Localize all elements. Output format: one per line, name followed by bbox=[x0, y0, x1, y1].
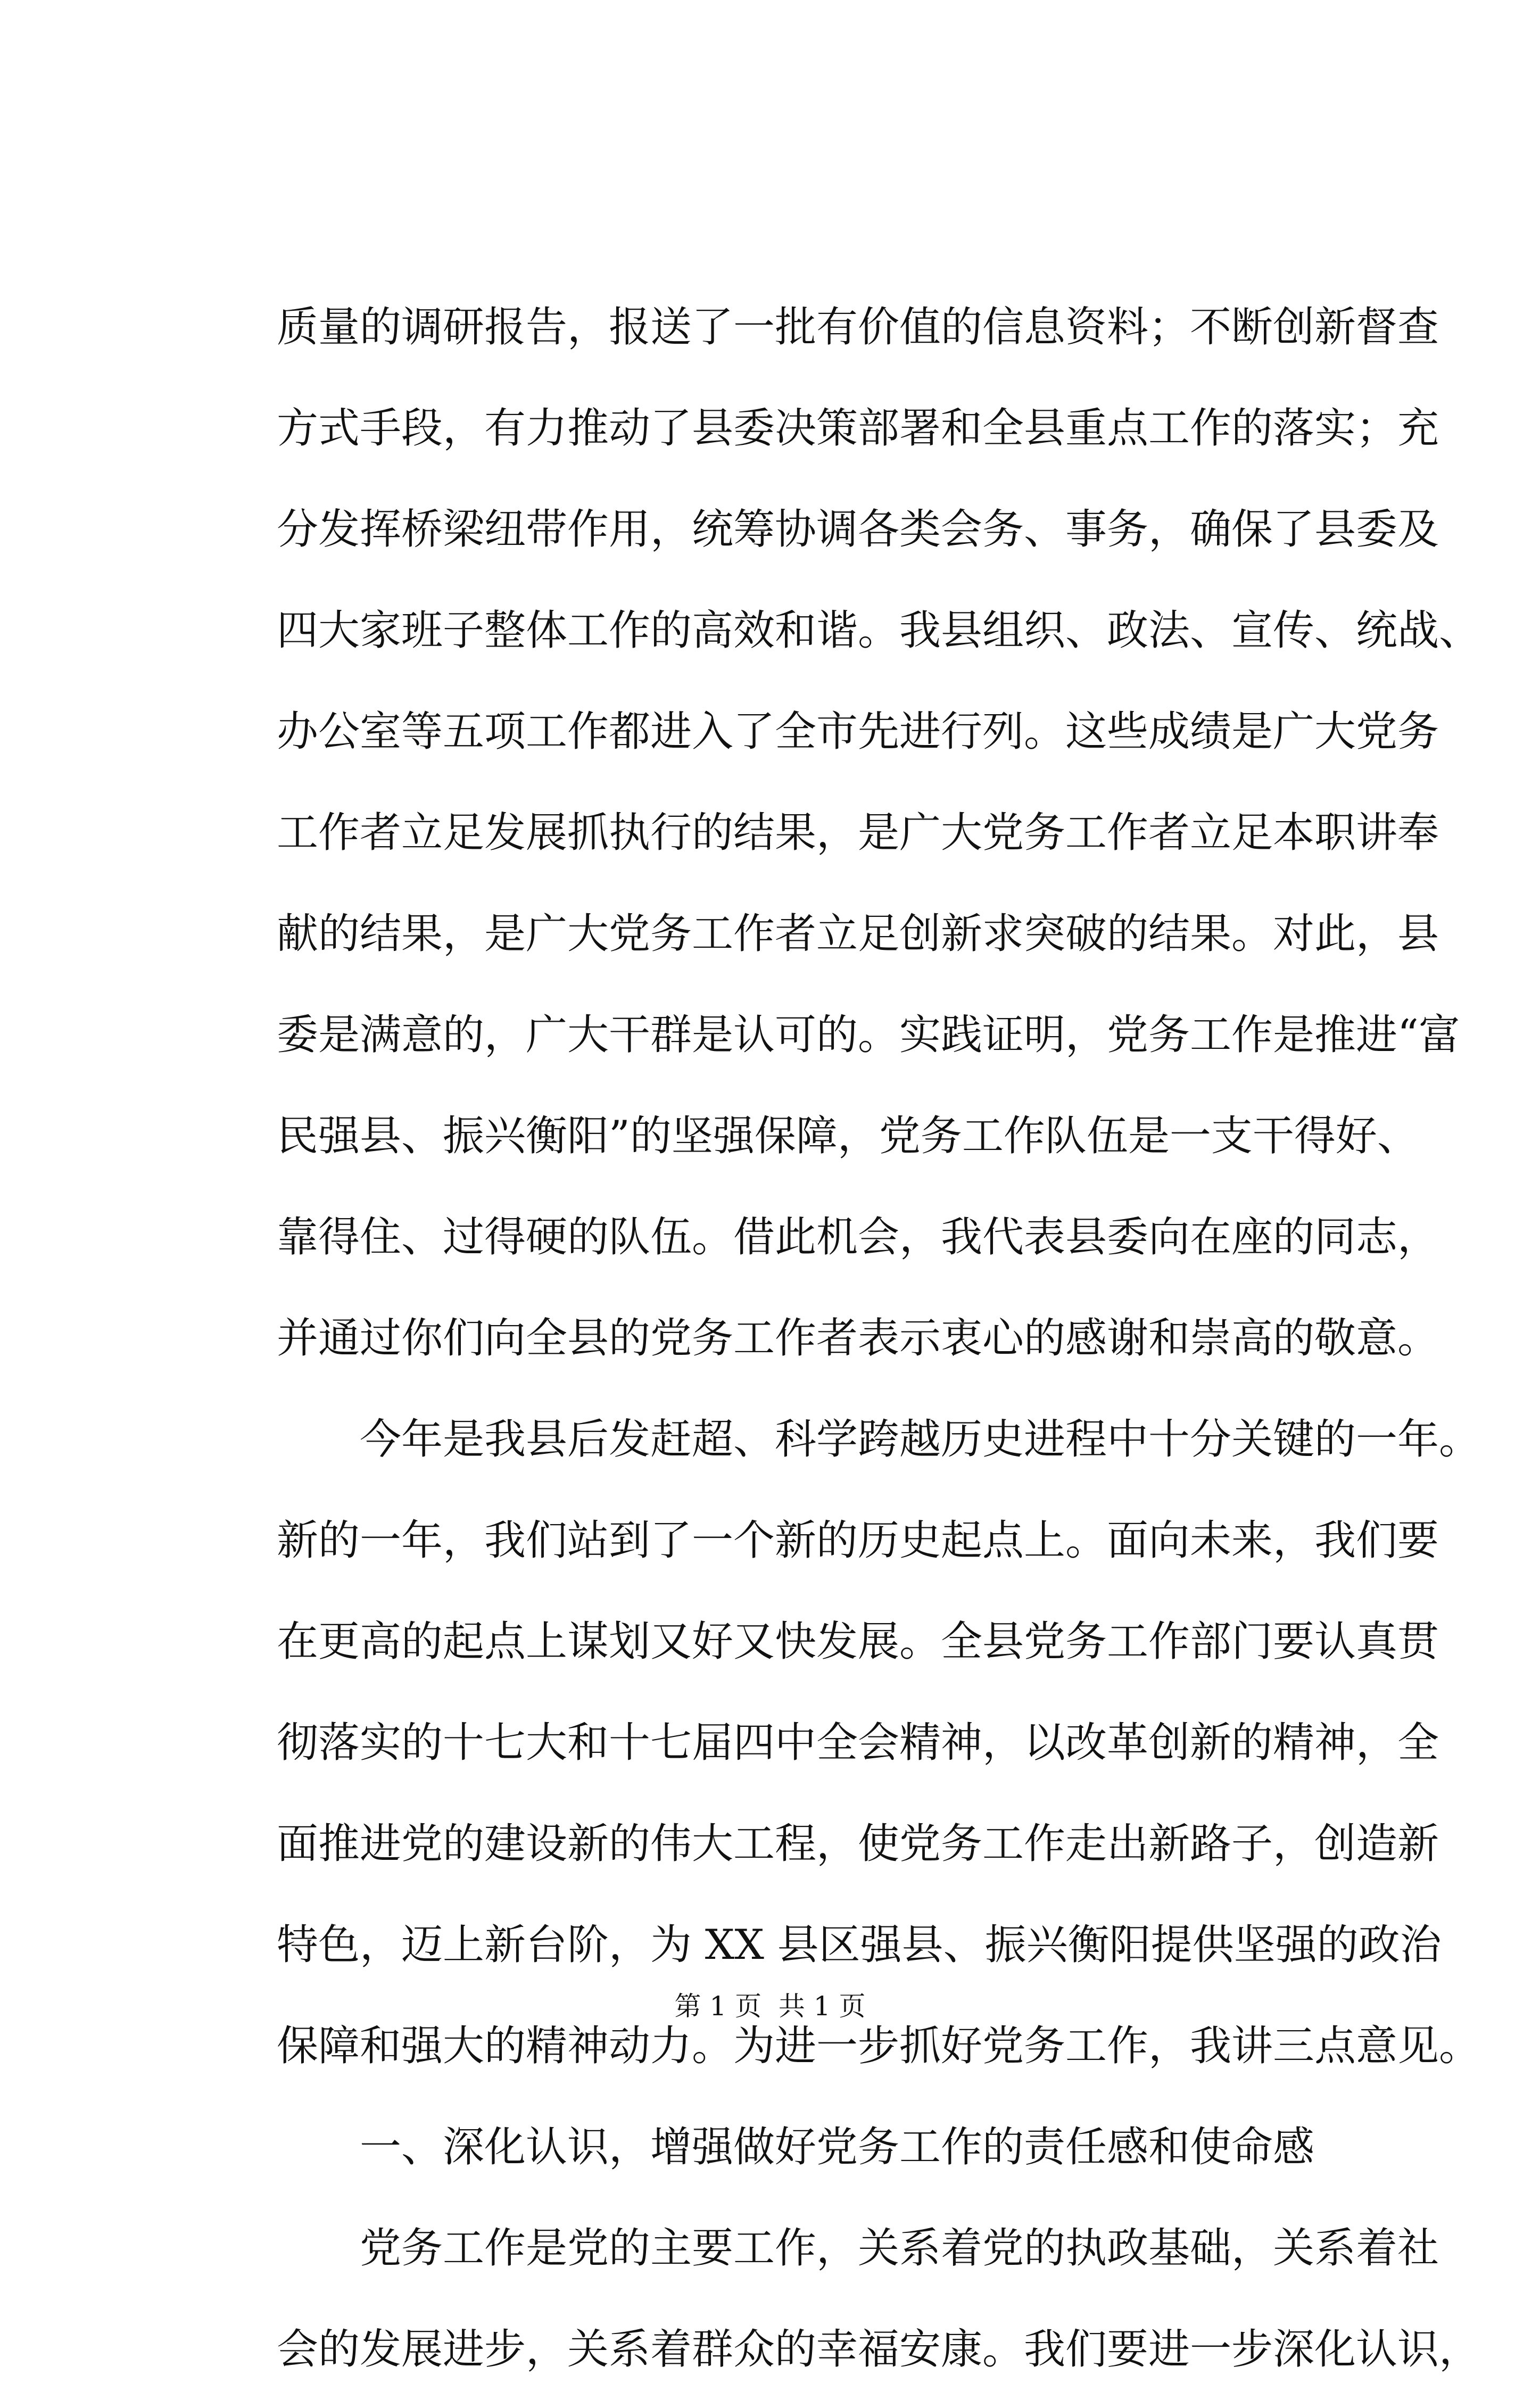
text-line-16: 面推进党的建设新的伟大工程，使党务工作走出新路子，创造新 bbox=[277, 1820, 1439, 1868]
text-line-11: 并通过你们向全县的党务工作者表示衷心的感谢和崇高的敬意。 bbox=[277, 1314, 1439, 1362]
text-line-18: 保障和强大的精神动力。为进一步抓好党务工作，我讲三点意见。 bbox=[277, 2022, 1481, 2070]
text-line-7: 献的结果，是广大党务工作者立足创新求突破的结果。对此，县 bbox=[277, 910, 1439, 958]
text-line-5: 办公室等五项工作都进入了全市先进行列。这些成绩是广大党务 bbox=[277, 708, 1439, 756]
text-line-2: 方式手段，有力推动了县委决策部署和全县重点工作的落实；充 bbox=[277, 404, 1439, 452]
text-line-9: 民强县、振兴衡阳”的坚强保障，党务工作队伍是一支干得好、 bbox=[277, 1112, 1419, 1160]
text-line-12: 今年是我县后发赶超、科学跨越历史进程中十分关键的一年。 bbox=[277, 1416, 1481, 1463]
text-line-10: 靠得住、过得硬的队伍。借此机会，我代表县委向在座的同志， bbox=[277, 1213, 1439, 1261]
text-line-14: 在更高的起点上谋划又好又快发展。全县党务工作部门要认真贯 bbox=[277, 1618, 1439, 1666]
text-line-17: 特色，迈上新台阶，为 XX 县区强县、振兴衡阳提供坚强的政治 bbox=[277, 1921, 1442, 1969]
text-line-21: 会的发展进步，关系着群众的幸福安康。我们要进一步深化认识， bbox=[277, 2325, 1481, 2373]
page-footer: 第 1 页 共 1 页 bbox=[674, 1991, 866, 2022]
text-line-8: 委是满意的，广大干群是认可的。实践证明，党务工作是推进“富 bbox=[277, 1011, 1460, 1059]
text-line-15: 彻落实的十七大和十七届四中全会精神，以改革创新的精神，全 bbox=[277, 1719, 1439, 1767]
text-line-4: 四大家班子整体工作的高效和谐。我县组织、政法、宣传、统战、 bbox=[277, 607, 1481, 655]
section-heading: 一、深化认识，增强做好党务工作的责任感和使命感 bbox=[277, 2123, 1315, 2171]
text-line-1: 质量的调研报告，报送了一批有价值的信息资料；不断创新督查 bbox=[277, 303, 1439, 351]
text-line-20: 党务工作是党的主要工作，关系着党的执政基础，关系着社 bbox=[277, 2224, 1439, 2272]
text-line-13: 新的一年，我们站到了一个新的历史起点上。面向未来，我们要 bbox=[277, 1517, 1439, 1565]
text-line-6: 工作者立足发展抓执行的结果，是广大党务工作者立足本职讲奉 bbox=[277, 809, 1439, 857]
text-line-3: 分发挥桥梁纽带作用，统筹协调各类会务、事务，确保了县委及 bbox=[277, 506, 1439, 553]
document-body bbox=[277, 277, 1481, 2400]
